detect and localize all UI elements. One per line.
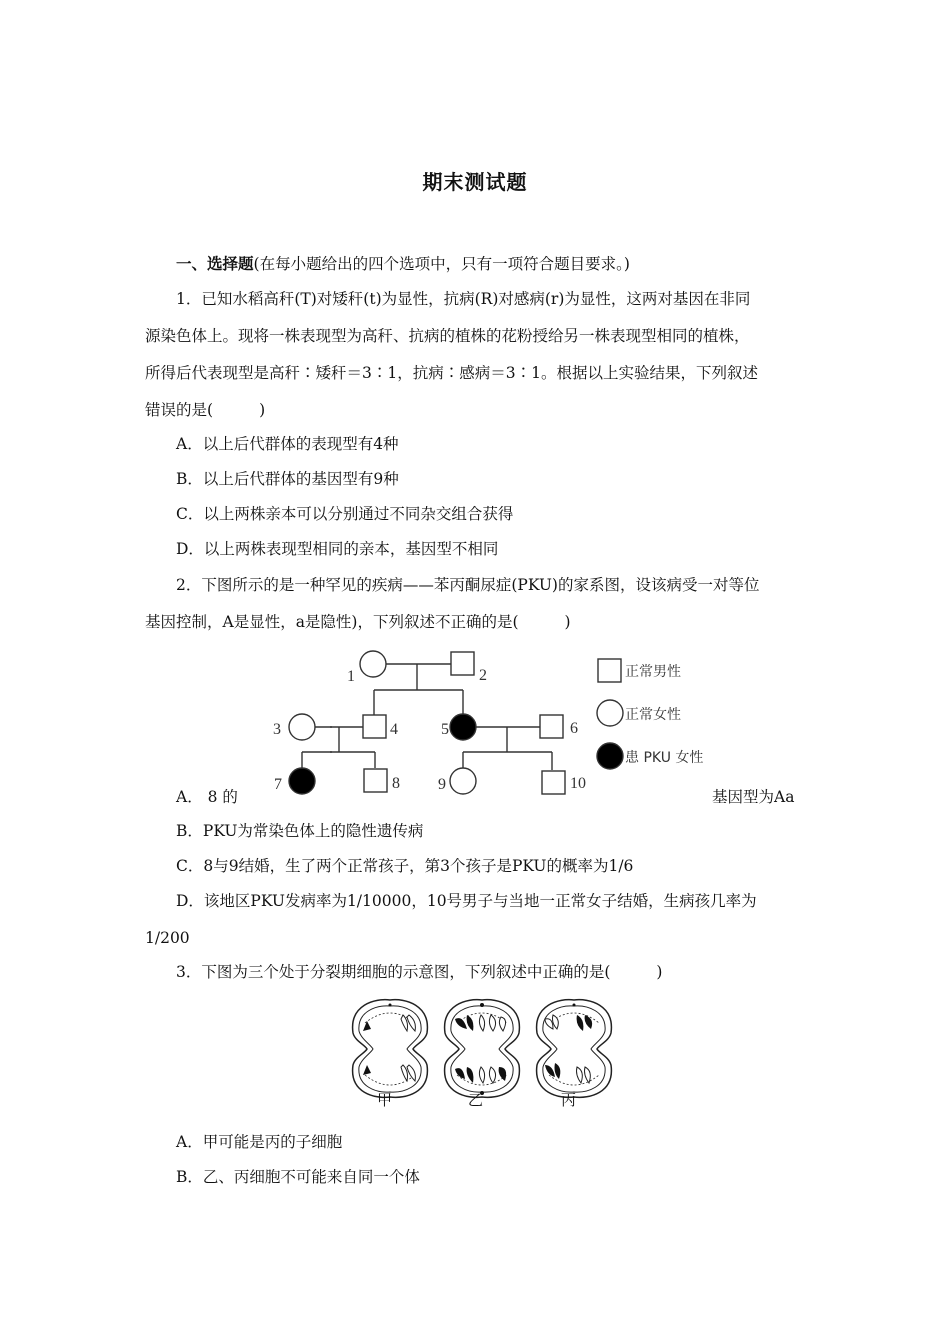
legend-female-icon [597,700,623,726]
cell-label-jia: 甲 [377,1091,393,1109]
pedigree-individual-3 [289,714,315,740]
q1-line4-text: 错误的是( [145,401,214,419]
pedigree-individual-4 [363,715,386,738]
pedigree-individual-1 [360,651,386,677]
pedigree-individual-2 [451,652,474,675]
q1-line2: 源染色体上。现将一株表现型为高秆、抗病的植株的花粉授给另一株表现型相同的植株， [145,327,750,345]
q1-line1: 1．已知水稻高秆(T)对矮秆(t)为显性，抗病(R)对感病(r)为显性，这两对基因在非同 [176,290,751,308]
legend-male-icon [598,659,621,682]
q1-line4-close: ) [259,401,266,419]
pedigree-individual-7 [289,768,315,794]
pedigree-label-10: 10 [570,775,586,792]
q2-line2-text: 基因控制，A是显性，a是隐性)，下列叙述不正确的是( [145,613,519,631]
q2-option-c: C．8与9结婚，生了两个正常孩子，第3个孩子是PKU的概率为1/6 [176,857,634,875]
pedigree-label-8: 8 [392,775,400,792]
cell-label-bing: 丙 [561,1091,577,1109]
cell-label-yi: 乙 [468,1091,484,1109]
section-heading [176,254,630,274]
q2-option-d: D．该地区PKU发病率为1/10000，10号男子与当地一正常女子结婚，生病孩几率为 [176,892,757,910]
cell-jia [353,1000,428,1098]
pedigree-label-6: 6 [570,720,578,737]
q1-option-c: C．以上两株亲本可以分别通过不同杂交组合获得 [176,505,514,523]
cell-yi [445,1000,520,1098]
legend-affected-female-label: 患 PKU 女性 [625,750,704,766]
pedigree-diagram-left [262,642,332,802]
section-note: (在每小题给出的四个选项中，只有一项符合题目要求。) [253,255,630,273]
legend-female-label: 正常女性 [625,707,681,723]
q2-option-a-left: A． 8 的 [176,788,238,806]
pedigree-label-7: 7 [274,776,282,793]
cell-division-diagram [340,995,620,1115]
q3-option-a: A．甲可能是丙的子细胞 [176,1133,343,1151]
q2-line2-close: ) [564,613,571,631]
q3-line1-close: ) [656,963,663,981]
pedigree-label-1: 1 [347,668,355,685]
q1-line3: 所得后代表现型是高秆∶矮秆＝3∶1，抗病∶感病＝3∶1。根据以上实验结果，下列叙述 [145,364,758,382]
pedigree-individual-5 [450,714,476,740]
pedigree-label-5: 5 [441,721,449,738]
q3-line1-text: 3．下图为三个处于分裂期细胞的示意图，下列叙述中正确的是( [176,963,611,981]
pedigree-individual-10 [542,771,565,794]
q3-line1 [176,962,662,982]
legend-male-label: 正常男性 [625,664,681,680]
q2-line1: 2．下图所示的是一种罕见的疾病——苯丙酮尿症(PKU)的家系图，设该病受一对等位 [176,576,760,594]
pedigree-diagram [330,642,710,802]
pedigree-label-3: 3 [273,721,281,738]
page-title: 期末测试题 [422,170,528,194]
cell-bing [537,1000,612,1098]
pedigree-label-2: 2 [479,667,487,684]
q1-option-b: B．以上后代群体的基因型有9种 [176,470,399,488]
legend-affected-female-icon [597,743,623,769]
pedigree-label-4: 4 [390,721,398,738]
pedigree-individual-8 [364,769,387,792]
q1-line4 [145,400,265,420]
section-title: 一、选择题 [176,254,254,273]
q1-option-a: A．以上后代群体的表现型有4种 [176,435,399,453]
q2-line2 [145,612,571,632]
pedigree-label-9: 9 [438,776,446,793]
q2-option-b: B．PKU为常染色体上的隐性遗传病 [176,822,424,840]
q2-option-a-right: 基因型为Aa [712,788,795,806]
q3-option-b: B．乙、丙细胞不可能来自同一个体 [176,1168,420,1186]
q1-option-d: D．以上两株表现型相同的亲本，基因型不相同 [176,540,499,558]
pedigree-individual-6 [540,715,563,738]
q2-option-d-cont: 1/200 [145,929,190,947]
pedigree-individual-9 [450,768,476,794]
